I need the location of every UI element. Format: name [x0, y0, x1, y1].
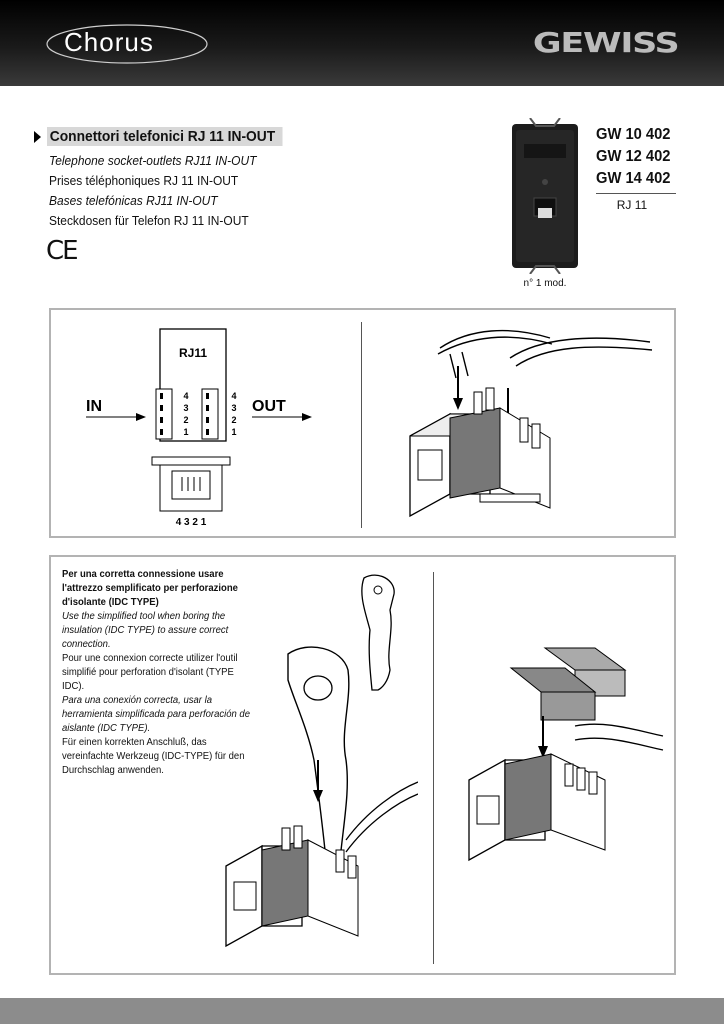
- instruction-it: Per una corretta connessione usare l'attrezzo semplificato per perforazione d'isolante (IDC TYPE): [62, 569, 238, 608]
- footer-band: [0, 998, 724, 1024]
- left-pin-1: 1: [183, 427, 189, 437]
- code-gw12402: GW 12 402: [596, 148, 671, 165]
- panel-divider: [361, 322, 362, 528]
- subtitle-es: Bases telefónicas RJ11 IN-OUT: [49, 193, 218, 208]
- product-codes: [596, 124, 674, 190]
- wire-insertion-illustration: [390, 318, 670, 528]
- right-pin-4: 4: [231, 391, 237, 401]
- schematic-socket-label: RJ11: [178, 346, 208, 360]
- out-label: OUT: [252, 398, 286, 415]
- rj11-schematic: [80, 325, 340, 535]
- code-gw10402: GW 10 402: [596, 126, 671, 143]
- module-photo: [512, 118, 578, 274]
- codes-divider: [596, 193, 676, 194]
- idc-tool-illustration: [218, 570, 418, 950]
- gewiss-logo: GEWISS: [532, 26, 678, 59]
- right-pin-1: 1: [231, 427, 237, 437]
- product-title: Connettori telefonici RJ 11 IN-OUT: [47, 127, 283, 146]
- subtitle-fr: Prises téléphoniques RJ 11 IN-OUT: [49, 173, 239, 188]
- ce-mark: CE: [46, 236, 77, 266]
- left-pin-2: 2: [183, 415, 189, 425]
- bullet-triangle-icon: [34, 131, 41, 143]
- front-pins-label: 4 3 2 1: [175, 517, 207, 528]
- code-gw14402: GW 14 402: [596, 170, 671, 187]
- instruction-de: Für einen korrekten Anschluß, das vereinfachte Werkzeug (IDC-TYPE) für den Durchschlag anwenden.: [62, 737, 245, 776]
- instruction-es: Para una conexión correcta, usar la herramienta simplificada para perforación de aislante (IDC TYPE).: [62, 695, 250, 734]
- right-pin-3: 3: [231, 403, 237, 413]
- connector-type: RJ 11: [616, 198, 648, 212]
- module-caption: n° 1 mod.: [523, 278, 567, 289]
- header-band: [0, 0, 724, 86]
- right-pin-2: 2: [231, 415, 237, 425]
- cap-assembly-illustration: [455, 640, 665, 880]
- left-pin-3: 3: [183, 403, 189, 413]
- panel2-divider: [433, 572, 434, 964]
- subtitle-en: Telephone socket-outlets RJ11 IN-OUT: [49, 153, 257, 168]
- instruction-fr: Pour une connexion correcte utilizer l'outil simplifié pour perforation d'isolant (TYPE IDC).: [62, 653, 238, 692]
- in-arrow-icon: [136, 413, 146, 421]
- chorus-brand-text: Chorus: [64, 27, 154, 57]
- subtitle-de: Steckdosen für Telefon RJ 11 IN-OUT: [49, 213, 249, 228]
- chorus-logo: [44, 20, 210, 68]
- left-pin-4: 4: [183, 391, 189, 401]
- out-arrow-icon: [302, 413, 312, 421]
- product-title-row: [34, 127, 303, 146]
- instruction-en: Use the simplified tool when boring the insulation (IDC TYPE) to assure correct connection.: [62, 611, 229, 650]
- in-label: IN: [86, 398, 102, 415]
